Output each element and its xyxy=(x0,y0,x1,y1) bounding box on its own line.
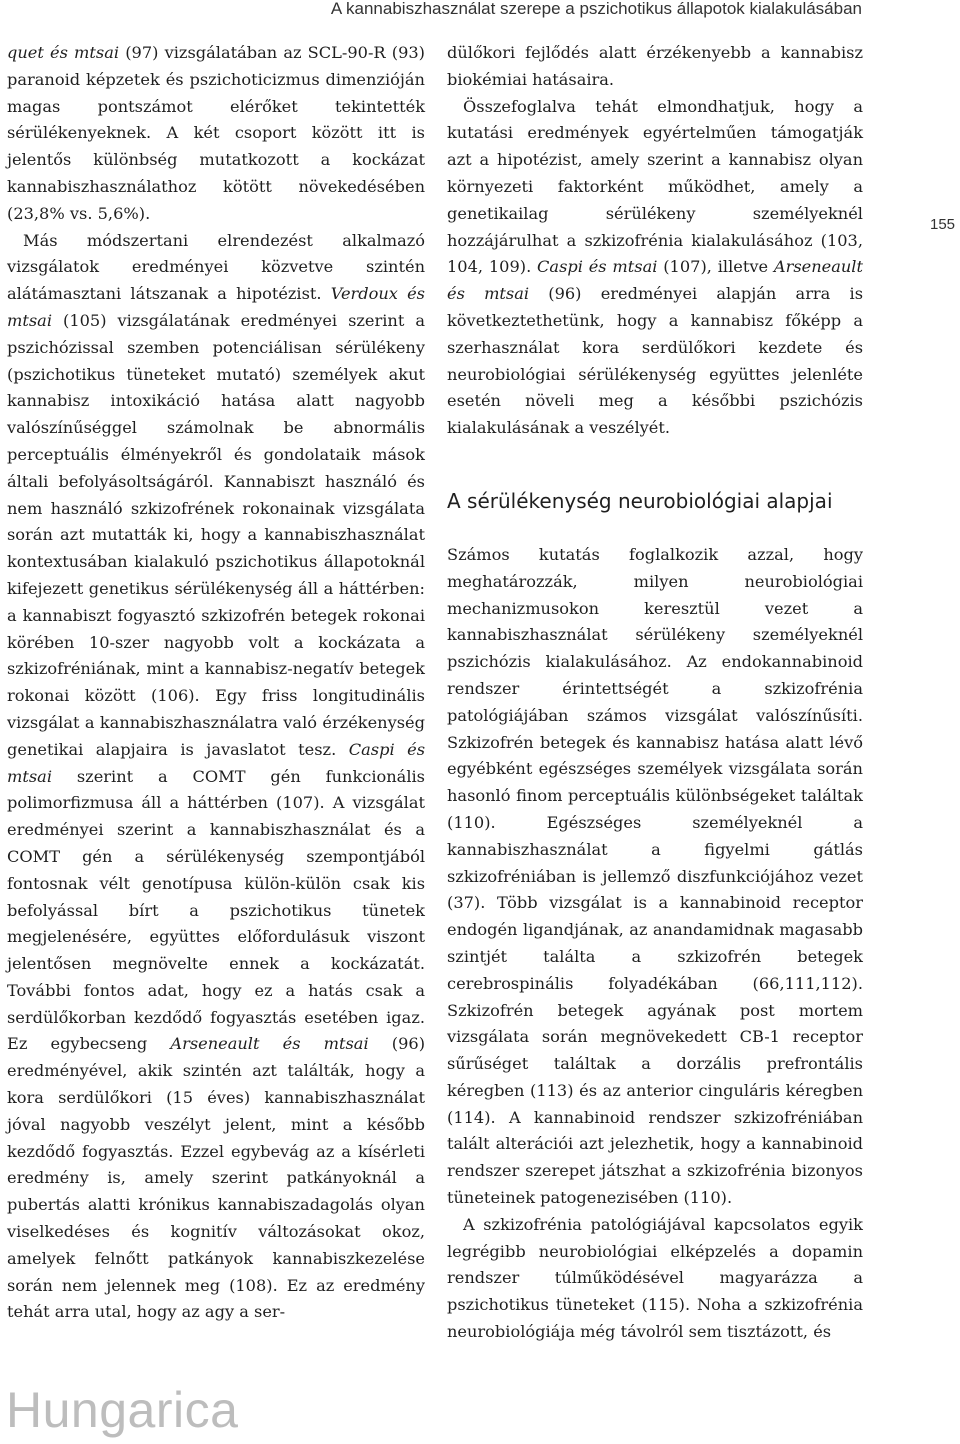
left-paragraph-1 xyxy=(7,40,425,228)
author-citation: Arseneault és mtsai xyxy=(170,1034,369,1054)
paragraph-text: Más módszertani elrendezést alkalmazó vizsgálatok eredményei közvetve szintén alátámasztani látszanak a hipotézist. xyxy=(7,230,425,304)
left-column xyxy=(7,40,425,1326)
paragraph-text: (96) eredményei alapján arra is következtethetünk, hogy a kannabisz főképp a szerhasználat kora serdülőkori kezdete és neurobiológiai sérülékenység együttes jelenléte esetén növeli meg a későbbi pszichózis kialakulásának a veszélyét. xyxy=(447,284,863,438)
author-citation: quet és mtsai xyxy=(7,43,120,62)
paragraph-text: (96) eredményével, akik szintén azt találták, hogy a kora serdülőkori (15 éves) kannabiszhasználat jóval nagyobb veszélyt jelent, mint a később kezdődő fogyasztás. Ezzel egybevág az a kísérleti eredmény is, amely szerint patkányoknál a pubertás alatti krónikus kannabiszadagolás olyan viselkedéses és kognitív változásokat okoz, amelyek felnőtt patkányok kannabiszkezelése során nem jelennek meg (108). Ez az eredmény tehát arra utal, hogy az agy a ser- xyxy=(7,1034,426,1322)
running-header xyxy=(0,0,862,18)
author-citation: Caspi és mtsai xyxy=(537,257,658,277)
section-heading: A sérülékenység neurobiológiai alapjai xyxy=(447,488,833,513)
paragraph-text: dülőkori fejlődés alatt érzékenyebb a kannabisz biokémiai hatásaira. xyxy=(447,43,863,89)
paragraph-text: (107), illetve xyxy=(657,257,774,277)
right-paragraph-2 xyxy=(447,94,863,442)
paragraph-text: A szkizofrénia patológiájával kapcsolatos egyik legrégibb neurobiológiai elképzelés a dopamin rendszer túlműködésével magyarázza a pszichotikus tüneteket (115). Noha a szkizofrénia neurobiológiája még távolról sem tisztázott, és xyxy=(447,1214,863,1342)
paragraph-text: Számos kutatás foglalkozik azzal, hogy meghatározzák, milyen neurobiológiai mechanizmusokon keresztül vezet a kannabiszhasználat sérülékeny személyeknél pszichózis kialakulásához. Az endokannabinoid rendszer érintettségét a szkizofrénia patológiájában számos vizsgálat valószínűsíti. Szkizofrén betegek és kannabisz hatása alatt lévő egyébként egészséges személyek vizsgálata során hasonló finom perceptuális különbségeket találtak (110). Egészséges személyeknél a kannabiszhasználat a figyelmi gátlás szkizofréniában is jellemző diszfunkciójához vezet (37). Több vizsgálat is a kannabinoid receptor endogén ligandjának, az anandamidnak magasabb szintjét találta a szkizofrén betegek cerebrospinális folyadékában (66,111,112). Szkizofrén betegek agyának post mortem vizsgálata során megnövekedett CB-1 receptor sűrűséget találtak a dorzális prefrontális kéregben (113) és az anterior cinguláris kéregben (114). A kannabinoid rendszer szkizofréniában talált alterációi azt jelezhetik, hogy a kannabinoid rendszer szerepet játszhat a szkizofrénia bizonyos tüneteinek patogenezisében (110). xyxy=(447,544,863,1208)
running-title: A kannabiszhasználat szerepe a pszichotikus állapotok kialakulásában xyxy=(330,0,862,18)
paragraph-text: Összefoglalva tehát elmondhatjuk, hogy a kutatási eredmények egyértelműen támogatják azt a hipotézist, amely szerint a kannabisz olyan környezeti faktorként működhet, amely a genetikailag sérülékeny személyeknél hozzájárulhat a szkizofrénia kialakulásához (103, 104, 109). xyxy=(447,96,863,277)
watermark-logo: Hungarica xyxy=(6,1382,239,1438)
author-citation: Arseneault és mtsai xyxy=(447,257,863,304)
right-paragraph-3 xyxy=(447,542,863,1212)
left-paragraph-2 xyxy=(7,228,425,1327)
author-citation: Verdoux és mtsai xyxy=(7,284,425,330)
page-number: 155 xyxy=(930,216,956,233)
right-paragraph-1 xyxy=(447,40,863,94)
right-paragraph-4 xyxy=(447,1212,863,1346)
right-column xyxy=(447,40,863,1346)
paragraph-text: szerint a COMT gén funkcionális polimorfizmusa áll a háttérben (107). A vizsgálat eredményei szerint a kannabiszhasználat és a COMT gén a sérülékenység szempontjából fontosnak vélt genotípusa külön-külön csak kis befolyással bírt a pszichotikus tünetek megjelenésére, együttes előfordulásuk viszont jelentősen megnövelte ennek a kockázatát. További fontos adat, hogy ez a hatás csak a serdülőkorban kezdődő fogyasztás esetében igaz. Ez egybecseng xyxy=(7,766,425,1054)
author-citation: Caspi és mtsai xyxy=(7,739,425,786)
paragraph-text: (97) vizsgálatában az SCL-90-R (93) paranoid képzetek és pszichoticizmus dimenzióján magas pontszámot elérőket tekintették sérülékenyeknek. A két csoport között itt is jelentős különbség mutatkozott a kockázat kannabiszhasználathoz kötött növekedésében (23,8% vs. 5,6%). xyxy=(7,43,425,223)
paragraph-text: (105) vizsgálatának eredményei szerint a pszichózissal szemben potenciálisan sérülékeny (pszichotikus tüneteket mutató) személyek akut kannabisz intoxikáció hatása alatt nagyobb valószínűséggel számolnak be abnormális perceptuális élményekről és gondolataik mások általi befolyásoltságáról. Kannabiszt használó és nem használó szkizofrének rokonainak vizsgálata során azt mutatták ki, hogy a kannabiszhasználat kontextusában kialakuló pszichotikus állapotoknál kifejezett genetikus sérülékenység áll a háttérben: a kannabiszt fogyasztó szkizofrén betegek rokonai körében 10-szer nagyobb volt a kockázata a szkizofréniának, mint a kannabisz-negatív betegek rokonai között (106). Egy friss longitudinális vizsgálat a kannabiszhasználatra való érzékenység genetikai alapjaira is javaslatot tesz. xyxy=(7,310,425,759)
